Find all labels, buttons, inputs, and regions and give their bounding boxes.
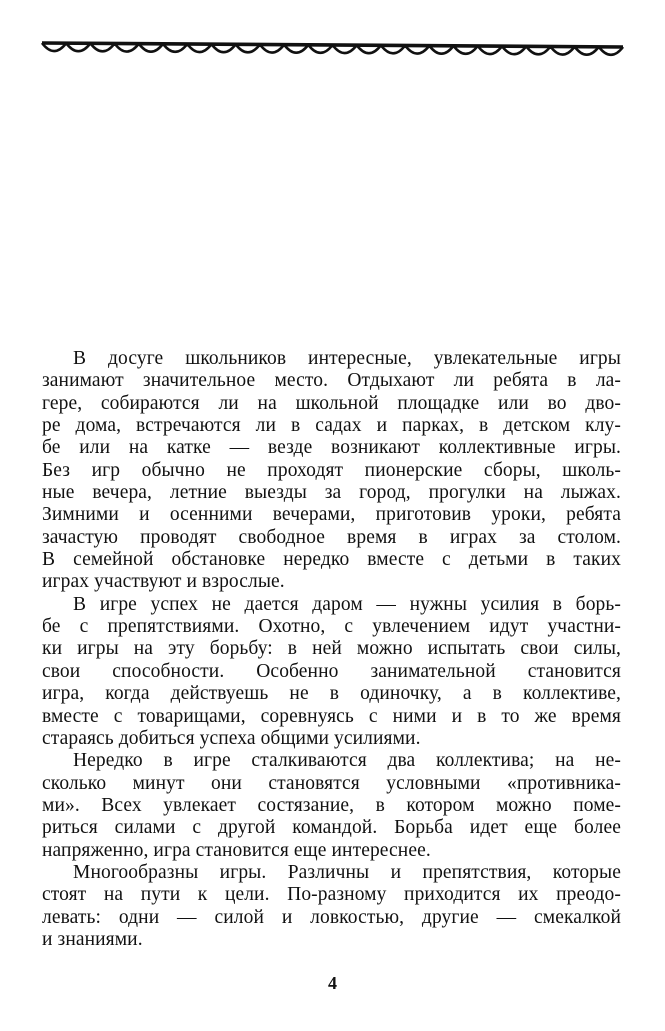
text-line: напряженно, игра становится еще интереснее. <box>42 839 431 861</box>
paragraph-1 <box>42 348 621 594</box>
text-line: вместе с товарищами, соревнуясь с ними и в то же время <box>42 705 621 727</box>
text-line: зачастую проводят свободное время в играх за столом. <box>42 526 621 548</box>
text-line: гере, собираются ли на школьной площадке или во дво- <box>42 392 621 414</box>
page-number: 4 <box>328 973 337 993</box>
text-line: ми». Всех увлекает состязание, в котором можно поме- <box>42 794 621 816</box>
body-text <box>42 348 621 951</box>
text-line: Без игр обычно не проходят пионерские сборы, школь- <box>42 459 621 481</box>
text-line: стоят на пути к цели. По-разному приходится их преодо- <box>42 884 621 906</box>
text-line: сколько минут они становятся условными «противника- <box>42 772 621 794</box>
paragraph-3 <box>42 750 621 862</box>
text-line: играх участвуют и взрослые. <box>42 571 285 593</box>
paragraph-2 <box>42 594 621 750</box>
text-line: Нередко в игре сталкиваются два коллектива; на не- <box>73 750 621 772</box>
text-line: ные вечера, летние выезды за город, прогулки на лыжах. <box>42 482 621 504</box>
scalloped-border-ornament <box>40 38 625 60</box>
paragraph-4 <box>42 862 621 951</box>
text-line: занимают значительное место. Отдыхают ли ребята в ла- <box>42 370 621 392</box>
text-line: В игре успех не дается даром — нужны усилия в борь- <box>73 593 621 615</box>
text-line: стараясь добиться успеха общими усилиями. <box>42 727 421 749</box>
text-line: Многообразны игры. Различны и препятствия, которые <box>73 861 621 883</box>
text-line: В досуге школьников интересные, увлекательные игры <box>73 348 621 369</box>
text-line: левать: одни — силой и ловкостью, другие — смекалкой <box>42 906 621 928</box>
text-line: бе или на катке — везде возникают коллективные игры. <box>42 437 621 459</box>
text-line: ре дома, встречаются ли в садах и парках, в детском клу- <box>42 415 621 437</box>
text-line: свои способности. Особенно занимательной становится <box>42 660 621 682</box>
text-line: риться силами с другой командой. Борьба идет еще более <box>42 817 621 839</box>
text-line: и знаниями. <box>42 928 143 950</box>
text-line: Зимними и осенними вечерами, приготовив уроки, ребята <box>42 504 621 526</box>
text-line: ки игры на эту борьбу: в ней можно испытать свои силы, <box>42 638 621 660</box>
text-line: бе с препятствиями. Охотно, с увлечением идут участни- <box>42 616 621 638</box>
text-line: игра, когда действуешь не в одиночку, а в коллективе, <box>42 683 621 705</box>
text-line: В семейной обстановке нередко вместе с детьми в таких <box>42 549 621 571</box>
